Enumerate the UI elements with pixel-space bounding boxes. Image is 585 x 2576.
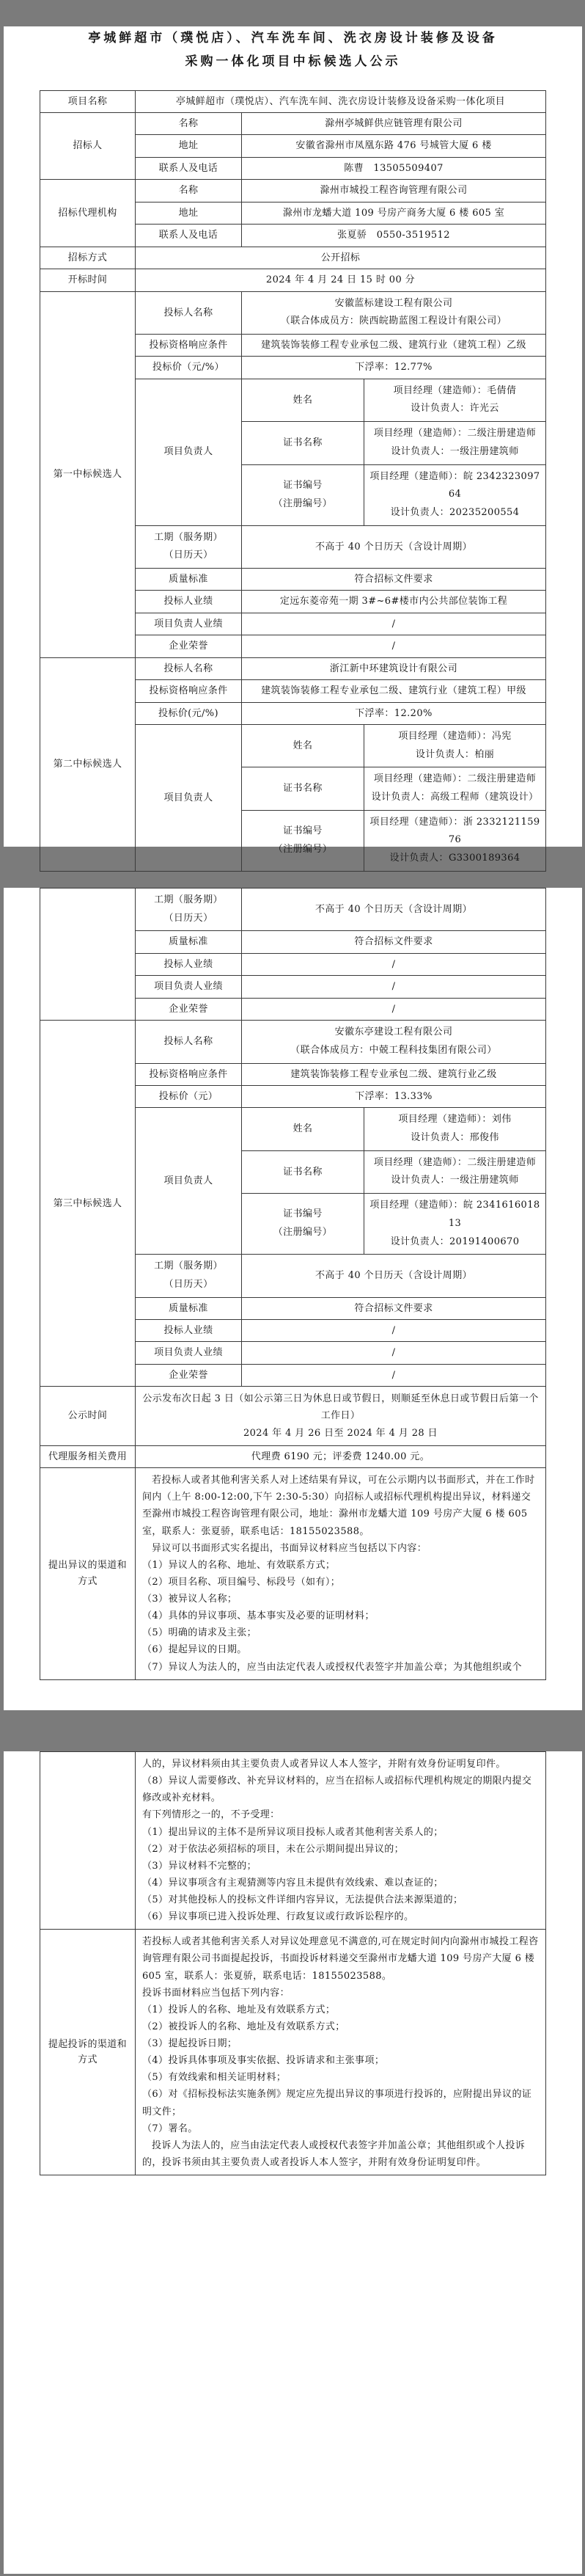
table-row — [40, 269, 545, 291]
objection-item: （3）被异议人名称； — [141, 1594, 238, 1605]
candidate1-person-label: 姓名 — [241, 379, 364, 421]
objection-item: （8）异议人需要修改、补充异议材料的，应当在招标人或招标代理机构规定的期限内提交修改或补充材料。 — [141, 1776, 532, 1804]
candidate3-pm-certno: 项目经理（建造师）：皖 234161601813 — [369, 1200, 540, 1229]
candidate2-person-value — [364, 725, 545, 767]
candidate2-pmperf-label: 项目负责人业绩 — [135, 976, 241, 998]
complaint-paragraph: 投诉人为法人的，应当由法定代表人或授权代表签字并加盖公章；其他组织或个人投诉的，投诉书须由其主要负责人或者投诉人本人签字，并附有效身份证明复印件。 — [141, 2139, 526, 2168]
candidate1-pm-cert: 项目经理（建造师）：二级注册建造师 — [373, 428, 537, 439]
complaint-item: （4）投诉具体事项及事实依据、投诉请求和主张事项； — [141, 2055, 385, 2067]
candidate1-designer-certno: 设计负责人：20235200554 — [390, 506, 520, 518]
tenderer-addr-label: 地址 — [135, 135, 241, 157]
table-row — [40, 180, 545, 202]
table-row — [40, 113, 545, 135]
announcement-table-page3 — [40, 1751, 546, 2175]
candidate2-label: 第二中标候选人 — [40, 657, 135, 871]
agency-addr-value: 滁州市龙蟠大道 109 号房产商务大厦 6 楼 605 室 — [241, 202, 545, 224]
table-row — [40, 1930, 545, 2175]
candidate2-bidder-label: 投标人名称 — [135, 657, 241, 679]
candidate2-bidder-value: 浙江新中环建筑设计有限公司 — [241, 657, 545, 679]
complaint-item: （7）署名。 — [141, 2123, 198, 2134]
candidate1-qual-label: 投标资格响应条件 — [135, 334, 241, 356]
page-1 — [4, 26, 582, 864]
period-label-line2: （日历天） — [163, 550, 213, 561]
complaint-item: （1）投诉人的名称、地址及有效联系方式； — [141, 2004, 336, 2015]
candidate3-honor-label: 企业荣誉 — [135, 1364, 241, 1386]
candidate1-honor-label: 企业荣誉 — [135, 635, 241, 657]
table-row — [40, 889, 545, 931]
candidate3-designer-cert: 设计负责人：一级注册建筑师 — [391, 1175, 519, 1186]
candidate2-period-label — [135, 889, 241, 931]
complaint-item: （5）有效线索和相关证明材料； — [141, 2072, 287, 2084]
candidate2-person-label: 姓名 — [241, 725, 364, 767]
objection-item: （6）异议事项已进入投诉处理、行政复议或行政诉讼程序的。 — [141, 1911, 414, 1923]
candidate3-pm-name: 项目经理（建造师）：刘伟 — [398, 1114, 512, 1125]
candidate3-pm-label: 项目负责人 — [135, 1108, 241, 1255]
objection-item: （4）具体的异议事项、基本事实及必要的证明材料； — [141, 1610, 375, 1622]
document-canvas — [0, 26, 585, 2576]
candidate2-price-value: 下浮率：12.20% — [241, 702, 545, 724]
candidate3-pm-cert: 项目经理（建造师）：二级注册建造师 — [373, 1156, 537, 1168]
table-row — [40, 1445, 545, 1467]
candidate2-designer-cert: 设计负责人：高级工程师（建筑设计） — [371, 792, 539, 803]
candidate1-bidder-name: 安徽蓝标建设工程有限公司 — [334, 297, 453, 309]
candidate1-cert-value — [364, 422, 545, 464]
table-row — [40, 1468, 545, 1680]
objection-item: （7）异议人为法人的，应当由法定代表人或授权代表签字并加盖公章；为其他组织或个 — [141, 1661, 522, 1673]
candidate3-cert-label: 证书名称 — [241, 1150, 364, 1193]
candidate3-price-value: 下浮率：13.33% — [241, 1085, 545, 1107]
candidate3-perf-value: / — [241, 1320, 545, 1342]
candidate2-perf-value: / — [241, 953, 545, 975]
project-name-label: 项目名称 — [40, 90, 135, 112]
candidate3-bidder-value — [241, 1021, 545, 1063]
complaint-label: 提起投诉的渠道和方式 — [40, 1930, 135, 2175]
candidate2-price-label: 投标价(元/%) — [135, 702, 241, 724]
candidate2-cert-value — [364, 767, 545, 810]
objection-item: （3）异议材料不完整的； — [141, 1860, 257, 1872]
candidate1-quality-label: 质量标准 — [135, 568, 241, 590]
candidate1-certno-label — [241, 464, 364, 525]
period-label-line1: 工期（服务期） — [154, 894, 223, 905]
candidate3-certno-value — [364, 1194, 545, 1255]
candidate2-quality-label: 质量标准 — [135, 931, 241, 953]
certno-label-line2: （注册编号） — [273, 1227, 333, 1238]
candidate2-pmperf-value: / — [241, 976, 545, 998]
agency-fee-value: 代理费 6190 元；评委费 1240.00 元。 — [135, 1445, 545, 1467]
table-row — [40, 1021, 545, 1063]
candidate2-certno-label — [241, 810, 364, 871]
objection-item: （1）异议人的名称、地址、有效联系方式； — [141, 1559, 336, 1571]
candidate1-pmperf-value: / — [241, 613, 545, 635]
candidate3-pmperf-value: / — [241, 1342, 545, 1364]
candidate3-honor-value: / — [241, 1364, 545, 1386]
candidate1-bidder-jv: （联合体成员方：陕西皖勘蓝图工程设计有限公司） — [280, 315, 507, 327]
candidate3-label: 第三中标候选人 — [40, 1021, 135, 1387]
objection-paragraph: 有下列情形之一的，不予受理： — [141, 1809, 280, 1821]
certno-label-line1: 证书编号 — [283, 825, 323, 837]
candidate1-period-value: 不高于 40 个日历天（含设计周期） — [241, 525, 545, 568]
candidate1-qual-value: 建筑装饰装修工程专业承包二级、建筑行业（建筑工程）乙级 — [241, 334, 545, 356]
candidate3-quality-label: 质量标准 — [135, 1297, 241, 1319]
period-label-line2: （日历天） — [163, 912, 213, 924]
objection-paragraph: 人的，异议材料须由其主要负责人或者异议人本人签字，并附有效身份证明复印件。 — [141, 1759, 506, 1770]
table-row — [40, 291, 545, 334]
agency-contact-label: 联系人及电话 — [135, 225, 241, 247]
agency-label: 招标代理机构 — [40, 180, 135, 247]
announcement-table-page2 — [40, 888, 546, 1680]
page-2 — [4, 888, 582, 1710]
table-row — [40, 1387, 545, 1445]
method-value: 公开招标 — [135, 247, 545, 269]
candidate3-qual-value: 建筑装饰装修工程专业承包二级、建筑行业乙级 — [241, 1063, 545, 1085]
complaint-paragraph: 若投标人或者其他利害关系人对异议处理意见不满意的,可在规定时间内向滁州市城投工程咨询管理有限公司书面提起投诉，书面投诉材料递交至滁州市龙蟠大道 109 号房产大厦 6 楼 605 室，联系人：张夏骄，联系电话：18155023588。 — [141, 1936, 539, 1982]
period-label-line1: 工期（服务期） — [154, 531, 223, 543]
candidate3-bidder-name: 安徽东亭建设工程有限公司 — [334, 1026, 453, 1038]
table-row — [40, 1752, 545, 1930]
publicity-text: 公示发布次日起 3 日（如公示第三日为休息日或节假日，则顺延至休息日或节假日后第一个工作日） — [142, 1393, 539, 1422]
publicity-time-label: 公示时间 — [40, 1387, 135, 1445]
candidate2-qual-label: 投标资格响应条件 — [135, 680, 241, 702]
candidate3-quality-value: 符合招标文件要求 — [241, 1297, 545, 1319]
candidate2-period-value: 不高于 40 个日历天（含设计周期） — [241, 889, 545, 931]
objection-item: （5）明确的请求及主张； — [141, 1627, 257, 1639]
publicity-time-value — [135, 1387, 545, 1445]
candidate3-certno-label — [241, 1194, 364, 1255]
candidate1-quality-value: 符合招标文件要求 — [241, 568, 545, 590]
project-name-value: 亭城鲜超市（璞悦店）、汽车洗车间、洗衣房设计装修及设备采购一体化项目 — [135, 90, 545, 112]
candidate1-cert-label: 证书名称 — [241, 422, 364, 464]
candidate1-pmperf-label: 项目负责人业绩 — [135, 613, 241, 635]
agency-fee-label: 代理服务相关费用 — [40, 1445, 135, 1467]
candidate3-designer-certno: 设计负责人：20191400670 — [390, 1236, 520, 1247]
candidate2-quality-value: 符合招标文件要求 — [241, 931, 545, 953]
objection-item: （4）异议事项含有主观猜测等内容且未提供有效线索、难以查证的； — [141, 1877, 444, 1889]
tenderer-name-value: 滁州亭城鲜供应链管理有限公司 — [241, 113, 545, 135]
table-row — [40, 90, 545, 112]
method-label: 招标方式 — [40, 247, 135, 269]
objection-item: （1）提出异议的主体不是所异议项目投标人或者其他利害关系人的； — [141, 1826, 444, 1838]
candidate1-pm-label: 项目负责人 — [135, 379, 241, 525]
agency-contact-value: 张夏骄 0550-3519512 — [241, 225, 545, 247]
candidate3-pmperf-label: 项目负责人业绩 — [135, 1342, 241, 1364]
tenderer-contact-value: 陈曹 13505509407 — [241, 157, 545, 179]
candidate2-continuation-spacer — [40, 889, 135, 1021]
candidate1-period-label — [135, 525, 241, 568]
page-3 — [4, 1751, 582, 2574]
candidate1-perf-label: 投标人业绩 — [135, 591, 241, 613]
agency-name-value: 滁州市城投工程咨询管理有限公司 — [241, 180, 545, 202]
candidate2-honor-value: / — [241, 998, 545, 1020]
agency-addr-label: 地址 — [135, 202, 241, 224]
candidate3-designer-name: 设计负责人：邢俊伟 — [411, 1132, 499, 1144]
tenderer-name-label: 名称 — [135, 113, 241, 135]
objection-paragraph: 异议可以书面形式实名提出，书面异议材料应当包括以下内容： — [151, 1542, 427, 1554]
table-row — [40, 657, 545, 679]
candidate1-label: 第一中标候选人 — [40, 291, 135, 657]
candidate1-bidder-value — [241, 291, 545, 334]
table-row — [40, 247, 545, 269]
objection-item: （5）对其他投标人的投标文件详细内容异议，无法提供合法来源渠道的； — [141, 1894, 463, 1905]
candidate1-pm-certno: 项目经理（建造师）：皖 234232309764 — [369, 470, 540, 500]
candidate2-designer-name: 设计负责人：柏丽 — [415, 748, 495, 760]
candidate1-perf-value: 定远东菱帝苑一期 3#~6#楼市内公共部位装饰工程 — [241, 591, 545, 613]
objection-item: （2）对于依法必须招标的项目，未在公示期间提出异议的； — [141, 1843, 405, 1855]
candidate2-certno-value — [364, 810, 545, 871]
tenderer-contact-label: 联系人及电话 — [135, 157, 241, 179]
candidate2-pm-label: 项目负责人 — [135, 725, 241, 872]
objection-content-page3 — [135, 1752, 545, 1930]
candidate3-qual-label: 投标资格响应条件 — [135, 1063, 241, 1085]
candidate2-pm-name: 项目经理（建造师）：冯宪 — [398, 731, 512, 742]
publicity-date: 2024 年 4 月 26 日至 2024 年 4 月 28 日 — [243, 1427, 438, 1439]
candidate3-bidder-jv: （联合体成员方：中兢工程科技集团有限公司） — [290, 1044, 497, 1056]
complaint-content — [135, 1930, 545, 2175]
open-time-label: 开标时间 — [40, 269, 135, 291]
objection-continuation-spacer — [40, 1752, 135, 1930]
candidate3-period-value: 不高于 40 个日历天（含设计周期） — [241, 1255, 545, 1297]
certno-label-line2: （注册编号） — [273, 497, 333, 509]
candidate2-cert-label: 证书名称 — [241, 767, 364, 810]
candidate3-person-value — [364, 1108, 545, 1150]
candidate1-pm-name: 项目经理（建造师）：毛倩倩 — [393, 384, 517, 396]
candidate1-person-value — [364, 379, 545, 421]
candidate1-price-value: 下浮率：12.77% — [241, 357, 545, 379]
candidate3-period-label — [135, 1255, 241, 1297]
complaint-item: （2）被投诉人的名称、地址及有效联系方式； — [141, 2021, 345, 2032]
objection-content-page2 — [135, 1468, 545, 1680]
tenderer-label: 招标人 — [40, 113, 135, 180]
complaint-item: （3）提起投诉日期； — [141, 2038, 238, 2049]
objection-item: （6）提起异议的日期。 — [141, 1644, 247, 1656]
candidate3-cert-value — [364, 1150, 545, 1193]
candidate2-honor-label: 企业荣誉 — [135, 998, 241, 1020]
candidate2-designer-certno: 设计负责人：G3300189364 — [389, 853, 520, 864]
open-time-value: 2024 年 4 月 24 日 15 时 00 分 — [135, 269, 545, 291]
candidate3-person-label: 姓名 — [241, 1108, 364, 1150]
candidate2-qual-value: 建筑装饰装修工程专业承包二级、建筑行业（建筑工程）甲级 — [241, 680, 545, 702]
candidate1-bidder-label: 投标人名称 — [135, 291, 241, 334]
announcement-table-page1 — [40, 90, 546, 872]
candidate1-honor-value: / — [241, 635, 545, 657]
certno-label-line1: 证书编号 — [283, 479, 323, 491]
candidate2-pm-cert: 项目经理（建造师）：二级注册建造师 — [373, 773, 537, 785]
candidate1-designer-name: 设计负责人：许光云 — [411, 403, 499, 415]
candidate1-price-label: 投标价（元/%） — [135, 357, 241, 379]
complaint-paragraph: 投诉书面材料应当包括下列内容： — [141, 1987, 290, 1999]
page-title: 亭城鲜超市（璞悦店）、汽车洗车间、洗衣房设计装修及设备采购一体化项目中标候选人公示 — [88, 31, 498, 70]
certno-label-line1: 证书编号 — [283, 1208, 323, 1220]
candidate2-perf-label: 投标人业绩 — [135, 953, 241, 975]
candidate1-designer-cert: 设计负责人：一级注册建筑师 — [391, 445, 519, 457]
agency-name-label: 名称 — [135, 180, 241, 202]
certno-label-line2: （注册编号） — [273, 843, 333, 855]
objection-paragraph: 若投标人或者其他利害关系人对上述结果有异议，可在公示期内以书面形式，并在工作时间内（上午 8:00-12:00,下午 2:30-5:30）向招标人或招标代理机构提出异议，材料递交至滁州市城投工程咨询管理有限公司，地址：滁州市龙蟠大道 109 号房产大厦 6 楼 605 室，联系人：张夏骄，联系电话：18155023588。 — [141, 1475, 535, 1537]
candidate3-price-label: 投标价（元） — [135, 1085, 241, 1107]
period-label-line1: 工期（服务期） — [154, 1260, 223, 1272]
candidate1-certno-value — [364, 464, 545, 525]
period-label-line2: （日历天） — [163, 1278, 213, 1290]
candidate3-perf-label: 投标人业绩 — [135, 1320, 241, 1342]
complaint-item: （6）对《招标投标法实施条例》规定应先提出异议的事项进行投诉的，应附提出异议的证明文件； — [141, 2089, 532, 2117]
candidate3-bidder-label: 投标人名称 — [135, 1021, 241, 1063]
objection-item: （2）项目名称、项目编号、标段号（如有）； — [141, 1576, 341, 1588]
tenderer-addr-value: 安徽省滁州市凤凰东路 476 号城管大厦 6 楼 — [241, 135, 545, 157]
candidate2-pm-certno: 项目经理（建造师）：浙 233212115976 — [369, 816, 540, 846]
objection-label: 提出异议的渠道和方式 — [40, 1468, 135, 1680]
